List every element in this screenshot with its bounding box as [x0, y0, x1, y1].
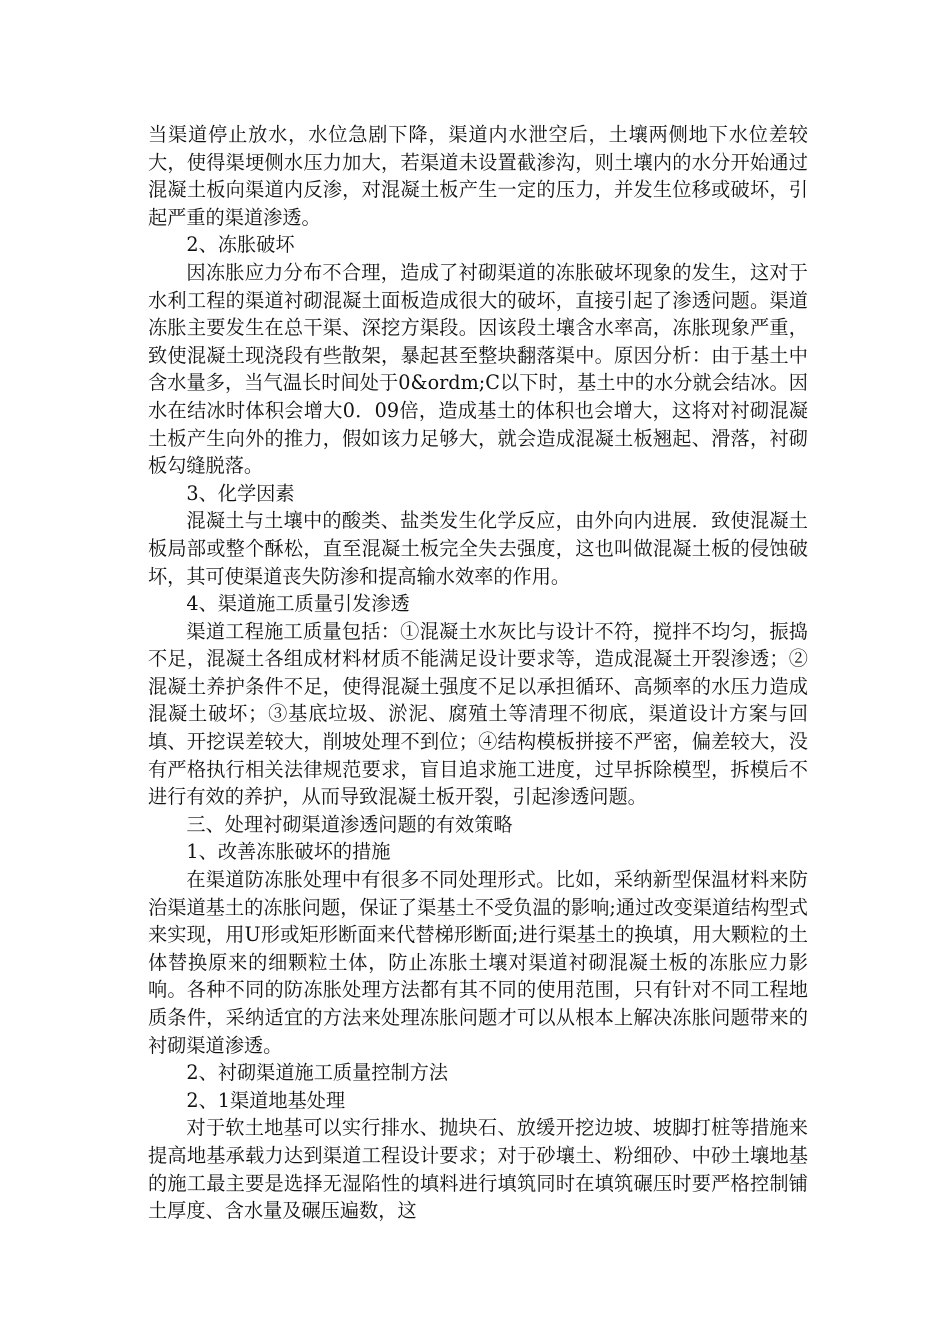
section-heading: 1、改善冻胀破坏的措施 [186, 840, 391, 864]
section-heading: 2、冻胀破坏 [186, 233, 295, 257]
paragraph: 当渠道停止放水，水位急剧下降，渠道内水泄空后，土壤两侧地下水位差较大，使得渠埂侧水压力加大，若渠道未设置截渗沟，则土壤内的水分开始通过混凝土板向渠道内反渗，对混凝土板产生一定的压力，并发生位移或破坏，引起严重的渠道渗透。 [148, 123, 808, 229]
section-heading: 3、化学因素 [186, 481, 295, 505]
paragraph: 混凝土与土壤中的酸类、盐类发生化学反应，由外向内进展．致使混凝土板局部或整个酥松，直至混凝土板完全失去强度，这也叫做混凝土板的侵蚀破坏，其可使渠道丧失防渗和提高输水效率的作用。 [148, 509, 808, 588]
paragraph: 对于软土地基可以实行排水、抛块石、放缓开挖边坡、坡脚打桩等措施来提高地基承载力达到渠道工程设计要求；对于砂壤土、粉细砂、中砂土壤地基的施工最主要是选择无湿陷性的填料进行填筑同时在填筑碾压时要严格控制铺土厚度、含水量及碾压遍数，这 [148, 1116, 808, 1223]
section-heading: 4、渠道施工质量引发渗透 [186, 592, 410, 616]
paragraph: 在渠道防冻胀处理中有很多不同处理形式。比如，采纳新型保温材料来防治渠道基土的冻胀问题，保证了渠基土不受负温的影响;通过改变渠道结构型式来实现，用U形或矩形断面来代替梯形断面;进行渠基土的换填，用大颗粒的土体替换原来的细颗粒土体，防止冻胀土壤对渠道衬砌混凝土板的冻胀应力影响。各种不同的防冻胀处理方法都有其不同的使用范围，只有针对不同工程地质条件，采纳适宜的方法来处理冻胀问题才可以从根本上解决冻胀问题带来的衬砌渠道渗透。 [148, 868, 808, 1057]
chapter-heading: 三、处理衬砌渠道渗透问题的有效策略 [186, 812, 513, 836]
subsection-heading: 2、1渠道地基处理 [186, 1088, 346, 1112]
document-body [148, 121, 808, 1225]
section-heading: 2、衬砌渠道施工质量控制方法 [186, 1061, 449, 1085]
paragraph: 因冻胀应力分布不合理，造成了衬砌渠道的冻胀破坏现象的发生，这对于水利工程的渠道衬砌混凝土面板造成很大的破坏，直接引起了渗透问题。渠道冻胀主要发生在总干渠、深挖方渠段。因该段土壤含水率高，冻胀现象严重，致使混凝土现浇段有些散架，暴起甚至整块翻落渠中。原因分析：由于基土中含水量多，当气温长时间处于0&ordm;C以下时，基土中的水分就会结冰。因水在结冰时体积会增大0．09倍，造成基土的体积也会增大，这将对衬砌混凝土板产生向外的推力，假如该力足够大，就会造成混凝土板翘起、滑落，衬砌板勾缝脱落。 [148, 260, 808, 478]
paragraph: 渠道工程施工质量包括：①混凝土水灰比与设计不符，搅拌不均匀，振捣不足，混凝土各组成材料材质不能满足设计要求等，造成混凝土开裂渗透；②混凝土养护条件不足，使得混凝土强度不足以承担循环、高频率的水压力造成混凝土破坏；③基底垃圾、淤泥、腐殖土等清理不彻底，渠道设计方案与回填、开挖误差较大，削坡处理不到位；④结构模板拼接不严密，偏差较大，没有严格执行相关法律规范要求，盲目追求施工进度，过早拆除模型，拆模后不进行有效的养护，从而导致混凝土板开裂，引起渗透问题。 [148, 619, 808, 809]
